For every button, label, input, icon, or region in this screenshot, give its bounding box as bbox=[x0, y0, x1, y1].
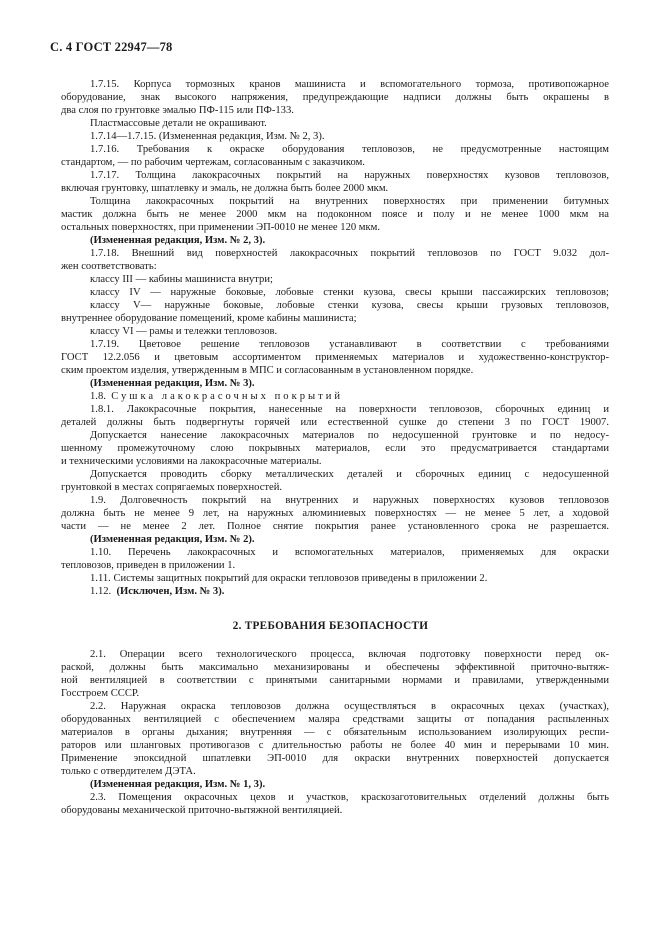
text-line: стандартом, — по рабочим чертежам, согласованным с заказчиком. bbox=[61, 157, 365, 168]
text-line: ной вентиляцией в соответствии с принятыми санитарными нормами и правилами, утвержденными bbox=[61, 675, 609, 686]
text-line: грунтовкой в местах сопрягаемых поверхностей. bbox=[61, 482, 283, 493]
text-line: жен соответствовать: bbox=[61, 261, 157, 272]
text-line: 2.2. Наружная окраска тепловозов должна осуществляться в окрасочных цехах (участках), bbox=[90, 701, 609, 712]
text-line: тепловозов, приведен в приложении 1. bbox=[61, 560, 236, 571]
text-line: Толщина лакокрасочных покрытий на внутренних поверхностях при применении битумных bbox=[90, 196, 609, 207]
text-line: оборудование, знак высокого напряжения, предупреждающие надписи должны быть окрашены в bbox=[61, 92, 609, 103]
text-line: 1.8.1. Лакокрасочные покрытия, нанесенные на поверхности тепловозов, сборочных единиц и bbox=[90, 404, 609, 415]
text-line: мастик должна быть не менее 2000 мкм на подоконном поясе и полу и не менее 1000 мкм на bbox=[61, 209, 609, 220]
text-line: 1.7.18. Внешний вид поверхностей лакокрасочных покрытий тепловозов по ГОСТ 9.032 дол- bbox=[90, 248, 609, 259]
text-line: классу III — кабины машиниста внутри; bbox=[90, 274, 273, 285]
amendment-note: (Измененная редакция, Изм. № 2). bbox=[90, 534, 255, 545]
text-line: Применение эпоксидной шпатлевки ЭП-0010 для окраски внутренних поверхностей допускается bbox=[61, 753, 609, 764]
text-line: 1.7.15. Корпуса тормозных кранов машиниста и вспомогательного тормоза, противопожарное bbox=[90, 79, 609, 90]
section-heading: 2. ТРЕБОВАНИЯ БЕЗОПАСНОСТИ bbox=[232, 620, 429, 632]
text-line: должна быть не менее 9 лет, на наружных алюминиевых поверхностях — не менее 5 лет, а ходовой bbox=[61, 508, 609, 519]
text-line: классу V— наружные боковые, лобовые стенки кузова, свесы крыши грузовых тепловозов, bbox=[90, 300, 609, 311]
text-line: 1.11. Системы защитных покрытий для окраски тепловозов приведены в приложении 2. bbox=[90, 573, 488, 584]
amendment-note: (Измененная редакция, Изм. № 1, 3). bbox=[90, 779, 266, 790]
text-line: ским проектом изделия, утвержденным в МПС и согласованным в установленном порядке. bbox=[61, 365, 474, 376]
text-line: шенному промежуточному слою покрывных материалов, если это предусматривается стандартами bbox=[61, 443, 609, 454]
page-header: С. 4 ГОСТ 22947—78 bbox=[50, 40, 173, 54]
text-line: 1.10. Перечень лакокрасочных и вспомогательных материалов, применяемых для окраски bbox=[90, 547, 609, 558]
text-line: 1.9. Долговечность покрытий на внутренних и наружных поверхностях кузовов тепловозов bbox=[90, 495, 609, 506]
text-line: классу IV — наружные боковые, лобовые стенки кузова, свесы крыши пассажирских тепловозов; bbox=[90, 287, 609, 298]
text-line: части — не менее 2 лет. Полное снятие покрытия ранее установленного срока не разрешается. bbox=[61, 521, 609, 532]
text-line: Допускается проводить сборку металлических деталей и сборочных единиц с недосушенной bbox=[90, 469, 609, 480]
text-line: ГОСТ 12.2.056 и цветовым ассортиментом применяемых материалов и художественно-конструктор- bbox=[61, 352, 609, 363]
text-line: остальных поверхностях, при применении ЭП-0010 не менее 120 мкм. bbox=[61, 222, 381, 233]
text-line: внутреннее оборудование помещений, кроме кабины машиниста; bbox=[61, 313, 357, 324]
text-line: оборудованных вентиляцией с обеспечением маляра средствами защиты от попадания распыленных bbox=[61, 714, 609, 725]
text-line: 2.1. Операции всего технологического процесса, включая подготовку поверхности перед ок- bbox=[90, 649, 609, 660]
text-line: материалов в органы дыхания; внутренняя — с обязательным использованием изолирующих респи- bbox=[61, 727, 609, 738]
text-line: Госстроем СССР. bbox=[61, 688, 140, 699]
subsection-heading: 1.8. Сушка лакокрасочных покрытий bbox=[90, 391, 344, 402]
text-line: Пластмассовые детали не окрашивают. bbox=[90, 118, 267, 129]
text-line: только с отвердителем ДЭТА. bbox=[61, 766, 196, 777]
text-line: 1.7.17. Толщина лакокрасочных покрытий на наружных поверхностях кузовов тепловозов, bbox=[90, 170, 609, 181]
text-line: включая грунтовку, шпатлевку и эмаль, не должна быть более 2000 мкм. bbox=[61, 183, 389, 194]
text-line: 1.7.14—1.7.15. (Измененная редакция, Изм. № 2, 3). bbox=[90, 131, 325, 142]
text-line: 1.7.19. Цветовое решение тепловозов устанавливают в соответствии с требованиями bbox=[90, 339, 609, 350]
text-line: 1.7.16. Требования к окраске оборудования тепловозов, не предусмотренные настоящим bbox=[90, 144, 609, 155]
text-line: два слоя по грунтовке эмалью ПФ-115 или ПФ-133. bbox=[61, 105, 294, 116]
text-line: 2.3. Помещения окрасочных цехов и участков, краскозаготовительных отделений должны быть bbox=[90, 792, 609, 803]
text-line: классу VI — рамы и тележки тепловозов. bbox=[90, 326, 278, 337]
text-line: раторов или шланговых противогазов с длительностью работы не более 40 мин и перерывами 10 мин. bbox=[61, 740, 609, 751]
amendment-note: (Измененная редакция, Изм. № 3). bbox=[90, 378, 255, 389]
text-line: деталей должны быть подвергнуты горячей или естественной сушке до степени 3 по ГОСТ 19007. bbox=[61, 417, 609, 428]
text-line: 1.12. (Исключен, Изм. № 3). bbox=[90, 586, 225, 597]
text-line: раской, должны быть максимально механизированы и обеспечены эффективной приточно-вытяж- bbox=[61, 662, 609, 673]
text-line: Допускается нанесение лакокрасочных материалов по недосушенной грунтовке и по недосу- bbox=[90, 430, 609, 441]
text-line: оборудованы механической приточно-вытяжной вентиляцией. bbox=[61, 805, 343, 816]
amendment-note: (Измененная редакция, Изм. № 2, 3). bbox=[90, 235, 266, 246]
text-line: и техническими условиями на лакокрасочные материалы. bbox=[61, 456, 322, 467]
